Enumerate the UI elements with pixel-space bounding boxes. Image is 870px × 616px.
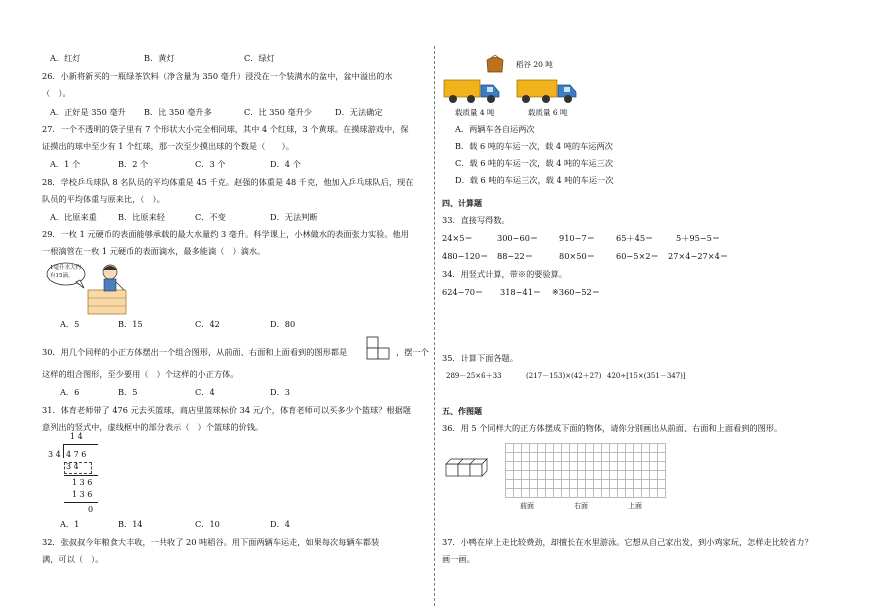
q33-item: 27×4−27×4＝ bbox=[668, 251, 729, 261]
truck-icon-6t bbox=[516, 76, 578, 106]
q35-item: 420÷[15×(351－347)] bbox=[607, 372, 686, 380]
section-calculation-heading: 四、计算题 bbox=[442, 199, 482, 208]
truck-6t-label: 载质量 6 吨 bbox=[528, 108, 568, 117]
q35-item: (217－153)×(42＋27) bbox=[526, 372, 602, 380]
q30-option-d: D．3 bbox=[270, 387, 290, 397]
q30-option-a: A．6 bbox=[60, 387, 80, 397]
q34-item: 318−41＝ bbox=[500, 287, 542, 297]
q29-option-b: B．15 bbox=[118, 319, 143, 329]
q32-text-2: 满，可以（ ）。 bbox=[42, 554, 104, 564]
view-label-top: 上面 bbox=[628, 502, 642, 510]
rice-label: 稻谷 20 吨 bbox=[516, 60, 553, 69]
section-drawing-heading: 五、作图题 bbox=[442, 407, 482, 416]
q29-illustration bbox=[46, 260, 146, 315]
q30-text-tail: ，摆一个 bbox=[396, 347, 429, 357]
q25-option-a: A．红灯 bbox=[50, 53, 81, 63]
q33-item: 65＋45＝ bbox=[616, 233, 654, 243]
q31-option-a: A．1 bbox=[60, 519, 80, 529]
q34-item: 624−70＝ bbox=[442, 287, 484, 297]
q27-option-d: D．4 个 bbox=[270, 159, 301, 169]
q30-text: 30．用几个同样的小正方体摆出一个组合图形，从前面、右面和上面看到的图形都是 bbox=[42, 347, 348, 357]
q33-item: 5＋95−5＝ bbox=[676, 233, 721, 243]
q27-option-b: B．2 个 bbox=[118, 159, 149, 169]
q31-option-d: D．4 bbox=[270, 519, 290, 529]
q28-option-d: D．无法判断 bbox=[270, 212, 318, 222]
rice-sack-icon bbox=[484, 55, 506, 75]
q29-bubble-line-1: 1毫升水大约 bbox=[50, 265, 81, 271]
q36-text: 36．用 5 个同样大的正方体摆成下面的物体，请你分别画出从前面、右面和上面看到的图形。 bbox=[442, 423, 783, 433]
q30-shape-figure bbox=[366, 336, 392, 362]
q26-option-c: C．比 350 毫升少 bbox=[244, 107, 313, 117]
q26-text: 26．小新将新买的一瓶绿茶饮料（净含量为 350 毫升）浸没在一个装满水的盆中，盆中溢出的水 bbox=[42, 71, 393, 81]
q29-option-a: A．5 bbox=[60, 319, 80, 329]
q28-text-2: 队员的平均体重与原来比，（ ）。 bbox=[42, 194, 165, 204]
q37-text: 37．小鸭在岸上走比较费劲，却擅长在水里游泳。它想从自己家出发，到小鸡家玩，怎样走比较省力？ bbox=[442, 537, 813, 547]
q28-text: 28．学校乒乓球队 8 名队员的平均体重是 45 千克。赵强的体重是 48 千克，他加入乒乓球队后，现在 bbox=[42, 177, 414, 187]
q32-option-c: C．载 6 吨的车运一次，载 4 吨的车运三次 bbox=[455, 158, 614, 168]
q29-text: 29．一枚 1 元硬币的表面能够承载的最大水量约 3 毫升。科学课上，小林做水的表面张力实验。他用 bbox=[42, 229, 409, 239]
truck-icon-4t bbox=[443, 76, 501, 106]
division-step-1: 3 4 bbox=[66, 462, 79, 471]
q32-text: 32．张叔叔今年粮食大丰收，一共收了 20 吨稻谷。用下面两辆车运走，如果每次每辆车都装 bbox=[42, 537, 380, 547]
q28-option-a: A．比原来重 bbox=[50, 212, 97, 222]
q30-option-b: B．5 bbox=[118, 387, 138, 397]
q31-long-division bbox=[40, 432, 100, 516]
q33-item: 480−120＝ bbox=[442, 251, 489, 261]
q27-option-c: C．3 个 bbox=[195, 159, 226, 169]
q34-item: ※360−52＝ bbox=[552, 287, 600, 297]
column-divider bbox=[434, 46, 435, 606]
q35-item: 289－25×6＋33 bbox=[446, 372, 502, 380]
q31-text-2: 意列出的竖式中，虚线框中的部分表示（ ）个篮球的价钱。 bbox=[42, 422, 264, 432]
q26-text-2: （ ）。 bbox=[42, 88, 71, 98]
q34-text: 34．用竖式计算，带※的要验算。 bbox=[442, 269, 568, 279]
q25-option-c: C．绿灯 bbox=[244, 53, 275, 63]
view-label-front: 前面 bbox=[520, 502, 534, 510]
q31-text: 31．体育老师带了 476 元去买篮球，商店里篮球标价 34 元/个，体育老师可以买多少个篮球？根据题 bbox=[42, 405, 411, 415]
q26-option-d: D．无法确定 bbox=[335, 107, 383, 117]
q31-option-c: C．10 bbox=[195, 519, 220, 529]
q29-text-2: 一根滴管在一枚 1 元硬币的表面滴水，最多能滴（ ）滴水。 bbox=[42, 246, 266, 256]
q33-item: 24×5＝ bbox=[442, 233, 473, 243]
q37-text-2: 画一画。 bbox=[442, 554, 475, 564]
q33-item: 910−7＝ bbox=[559, 233, 595, 243]
q25-option-b: B．黄灯 bbox=[144, 53, 175, 63]
q31-option-b: B．14 bbox=[118, 519, 143, 529]
q30-text-2: 这样的组合图形，至少要用（ ）个这样的小正方体。 bbox=[42, 369, 239, 379]
q30-option-c: C．4 bbox=[195, 387, 215, 397]
q29-option-c: C．42 bbox=[195, 319, 220, 329]
division-dividend: 4 7 6 bbox=[66, 450, 87, 459]
division-remainder: 0 bbox=[88, 505, 94, 514]
q27-text: 27．一个不透明的袋子里有 7 个形状大小完全相同球，其中 4 个红球，3 个黄球。在摸球游戏中，保 bbox=[42, 124, 409, 134]
q28-option-c: C．不变 bbox=[195, 212, 226, 222]
truck-4t-label: 载质量 4 吨 bbox=[455, 108, 495, 117]
q33-item: 80×50＝ bbox=[559, 251, 595, 261]
q33-text: 33．直接写得数。 bbox=[442, 215, 510, 225]
q27-option-a: A．1 个 bbox=[50, 159, 81, 169]
q33-item: 60−5×2＝ bbox=[616, 251, 659, 261]
q35-text: 35．计算下面各题。 bbox=[442, 353, 518, 363]
q33-item: 88−22＝ bbox=[497, 251, 533, 261]
q32-option-a: A．两辆车各自运两次 bbox=[455, 124, 535, 134]
q33-item: 300−60＝ bbox=[497, 233, 539, 243]
q32-option-b: B．载 6 吨的车运一次，载 4 吨的车运两次 bbox=[455, 141, 613, 151]
division-step-2: 1 3 6 bbox=[72, 478, 93, 487]
q28-option-b: B．比原来轻 bbox=[118, 212, 165, 222]
cube-stack-figure bbox=[444, 456, 494, 482]
drawing-grid[interactable] bbox=[505, 443, 666, 498]
q26-option-b: B．比 350 毫升多 bbox=[144, 107, 212, 117]
q26-option-a: A．正好是 350 毫升 bbox=[50, 107, 126, 117]
view-label-right: 右面 bbox=[574, 502, 588, 510]
division-step-3: 1 3 6 bbox=[72, 490, 93, 499]
q29-option-d: D．80 bbox=[270, 319, 296, 329]
division-quotient: 1 4 bbox=[70, 432, 83, 441]
q32-option-d: D．载 6 吨的车运三次，载 4 吨的车运一次 bbox=[455, 175, 614, 185]
q29-bubble-line-2: 有15滴。 bbox=[50, 273, 74, 279]
division-divisor: 3 4 bbox=[48, 450, 61, 459]
q27-text-2: 证摸出的球中至少有 1 个红球，那一次至少摸出球的个数是（ ）。 bbox=[42, 141, 294, 151]
